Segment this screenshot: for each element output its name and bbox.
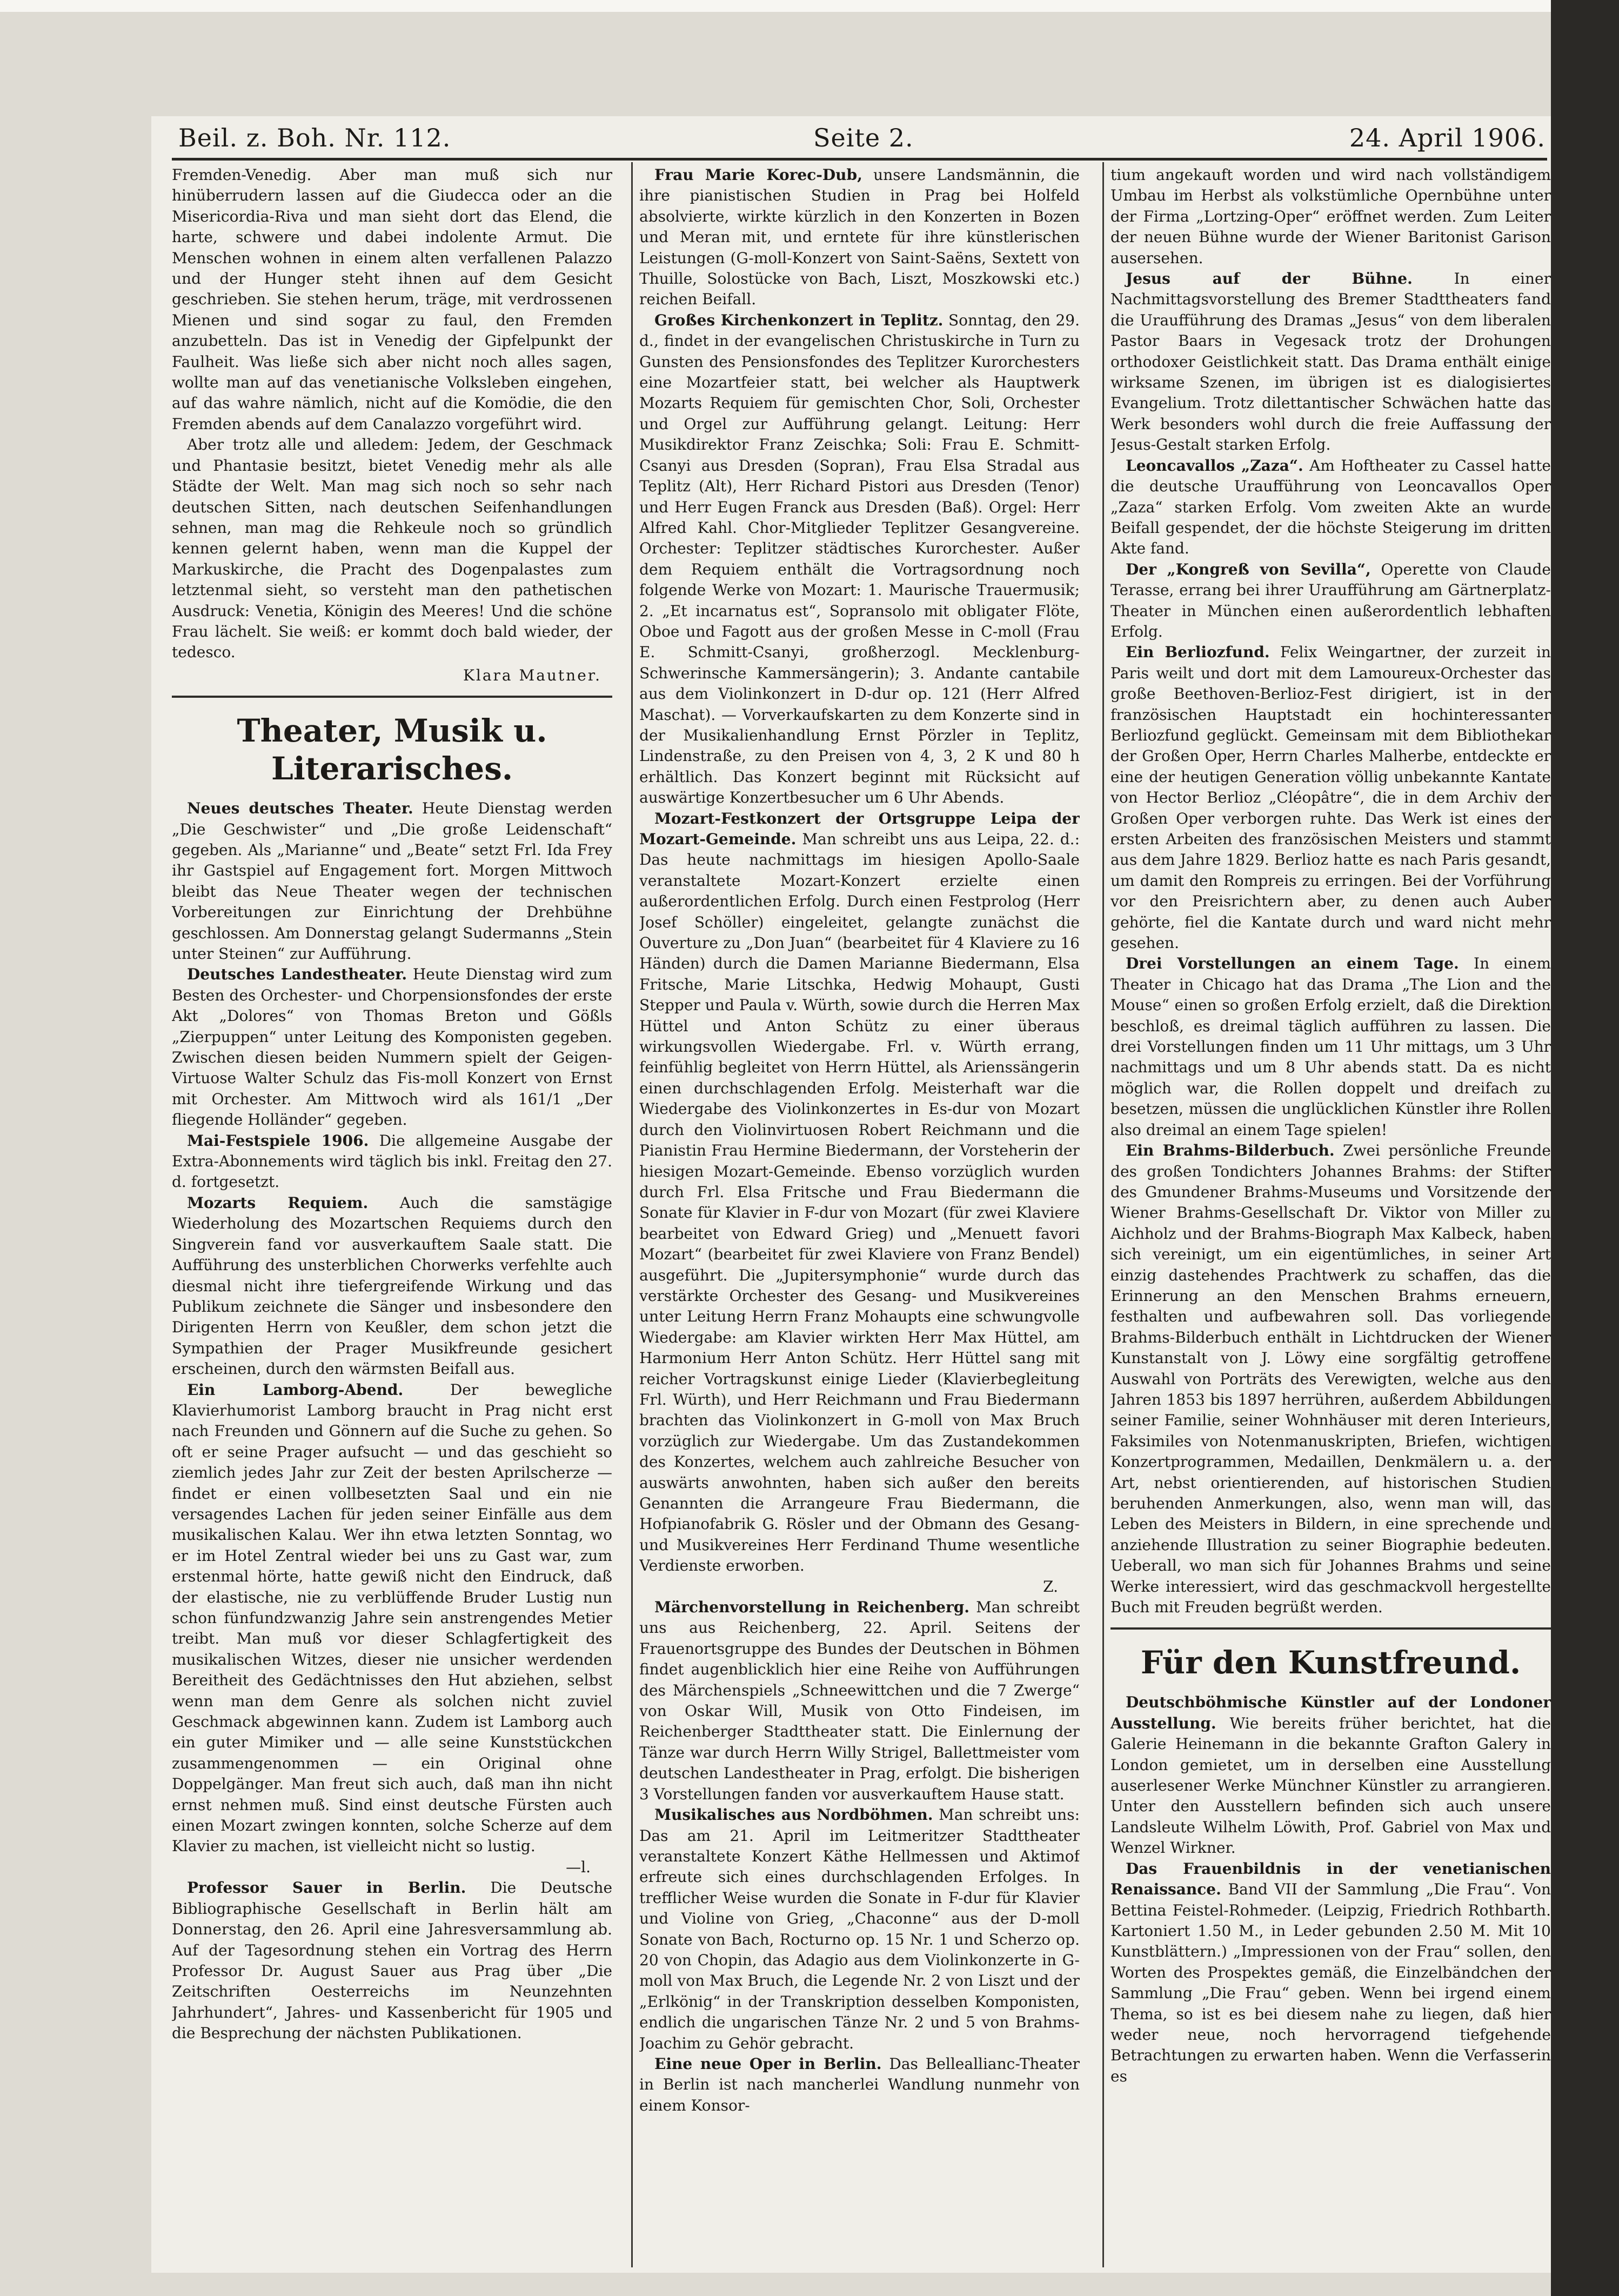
section-rule [1110, 1627, 1551, 1630]
news-item-title: Mozart-Festkonzert der Ortsgruppe Leipa der Mozart-Gemeinde. [639, 809, 1080, 848]
scan-right-edge [1551, 0, 1619, 2296]
news-item-title: Leoncavallos „Zaza“. [1126, 456, 1303, 475]
news-item-body: Operette von Claude Terasse, errang bei ihrer Uraufführung am Gärtnerplatz-Theater in München einen außerordentlich lebhaften Erfolg. [1110, 560, 1551, 640]
news-item-body: Zwei persönliche Freunde des großen Tondichters Johannes Brahms: der Stifter des Gmundener Brahms-Museums und Vorsitzende der Wiener Brahms-Gesellschaft Dr. Viktor von Miller zu Aichholz und der Brahms-Biograph Max Kalbeck, haben sich vereinigt, um ein eigentümliches, in seiner Art einzig dastehendes Prachtwerk zu schaffen, das die Erinnerung an den Menschen Brahms erneuern, festhalten und aufbewahren soll. Das vorliegende Brahms-Bilderbuch enthält in Lichtdrucken der Wiener Kunstanstalt von J. Löwy eine sorgfältig getroffene Auswahl von Porträts des Verewigten, welche aus den Jahren 1853 bis 1897 herrühren, außerdem Abbildungen seiner Familie, seiner Wohnhäuser mit deren Interieurs, Faksimiles von Notenmanuskripten, Briefen, wichtigen Konzertprogrammen, Medaillen, Denkmälern u. a. der Art, nebst orientierenden, auf historischen Studien beruhenden Anmerkungen, also, wenn man will, das Leben des Meisters in Bildern, in eine sprechende und anziehende Illustration zu seiner Biographie bedeuten. Ueberall, wo man sich für Johannes Brahms und seine Werke interessiert, wird das geschmackvoll hergestellte Buch mit Freuden begrüßt werden. [1110, 1142, 1551, 1617]
news-item-body: Band VII der Sammlung „Die Frau“. Von Bettina Feistel-Rohmeder. (Leipzig, Friedrich Rothbarth. Kartoniert 1.50 M., in Leder gebunden 2.50 M. Mit 10 Kunstblättern.) „Impressionen von der Frau“ sollen, den Worten des Prospektes gemäß, die Einzelbändchen der Sammlung „Die Frau“ geben. Wenn bei irgend einem Thema, so ist es bei diesem nahe zu liegen, daß hier weder neue, noch hervorragend tiefgehende Betrachtungen zu erwarten haben. Wenn die Verfasserin es [1110, 1880, 1551, 2085]
news-item-body: Heute Dienstag werden „Die Geschwister“ und „Die große Leidenschaft“ gegeben. Als „Marianne“ und „Beate“ setzt Frl. Ida Frey ihr Gastspiel auf Engagement fort. Morgen Mittwoch bleibt das Neue Theater wegen der technischen Vorbereitungen zur Einrichtung der Drehbühne geschlossen. Am Donnerstag gelangt Sudermanns „Stein unter Steinen“ zur Aufführung. [172, 799, 612, 963]
column-divider [1102, 162, 1104, 2267]
author-signature: Z. [1043, 1577, 1058, 1596]
column-2 [639, 165, 1080, 2267]
news-item-title: Musikalisches aus Nordböhmen. [654, 1806, 933, 1824]
news-item [172, 1131, 612, 1193]
news-item [1110, 559, 1551, 643]
news-item [172, 798, 612, 964]
news-item-body: Man schreibt uns aus Leipa, 22. d.: Das heute nachmittags im hiesigen Apollo-Saale veranstaltete Mozart-Konzert erzielte einen außerordentlichen Erfolg. Durch einen Festprolog (Herr Josef Schöller) eingeleitet, gelangte zunächst die Ouverture zu „Don Juan“ (bearbeitet für 4 Klaviere zu 16 Händen) durch die Damen Marianne Biedermann, Elsa Fritsche, Marie Litschka, Hedwig Mohaupt, Gusti Stepper und Paula v. Würth, sowie durch die Herren Max Hüttel und Anton Schütz zu einer überaus wirkungsvollen Wiedergabe. Frl. v. Würth errang, feinfühlig begleitet von Herrn Hüttel, als Arienssängerin einen durchschlagenden Erfolg. Meisterhaft war die Wiedergabe des Violinkonzertes in Es-dur von Mozart durch den Violinvirtuosen Robert Reichmann und die Pianistin Frau Hermine Biedermann, der Vorsteherin der hiesigen Mozart-Gemeinde. Ebenso vorzüglich wurden durch Frl. Elsa Fritsche und Frau Biedermann die Sonate für Klavier in F-dur von Mozart (für zwei Klaviere bearbeitet von Edward Grieg) und „Menuett favori Mozart“ (bearbeitet für zwei Klaviere von Franz Bendel) ausgeführt. Die „Jupitersymphonie“ wurde durch das verstärkte Orchester des Gesang- und Musikvereines unter Leitung Herrn Franz Mohaupts eine schwungvolle Wiedergabe: am Klavier wirkten Herr Max Hüttel, am Harmonium Herr Anton Schütz. Herr Hüttel sang mit reicher Vortragskunst einige Lieder (Klavierbegleitung Frl. Würth), und Herr Reichmann und Frau Biedermann brachten das Violinkonzert in G-moll von Max Bruch vorzüglich zur Wiedergabe. Um das Zustandekommen des Konzertes, welchem auch zahlreiche Besucher von auswärts anwohnten, haben sich außer den bereits Genannten die Arrangeure Frau Biedermann, die Hofpianofabrik G. Rösler und der Obmann des Gesang- und Musikvereines Herr Ferdinand Thume wesentliche Verdienste erworben. [639, 830, 1080, 1575]
news-item-title: Jesus auf der Bühne. [1126, 270, 1413, 288]
news-item-title: Mai-Festspiele 1906. [187, 1131, 369, 1150]
header-issue: Beil. z. Boh. Nr. 112. [178, 123, 451, 152]
news-item-title: Großes Kirchenkonzert in Teplitz. [654, 311, 944, 329]
news-item [1110, 1140, 1551, 1618]
news-item-title: Märchenvorstellung in Reichenberg. [654, 1598, 970, 1617]
news-item-body: Die Deutsche Bibliographische Gesellschaft in Berlin hält am Donnerstag, den 26. April eine Jahresversammlung ab. Auf der Tagesordnung stehen ein Vortrag des Herrn Professor Dr. August Sauer aus Prag über „Die Zeitschriften Oesterreichs im Neunzehnten Jahrhundert“, Jahres- und Kassenbericht für 1905 und die Besprechung der nächsten Publikationen. [172, 1879, 612, 2043]
scan-top-edge [0, 0, 1619, 12]
author-signature: —l. [566, 1858, 591, 1876]
news-item [639, 809, 1080, 1577]
news-item-title: Frau Marie Korec-Dub, [654, 166, 862, 184]
news-item-body: Am Hoftheater zu Cassel hatte die deutsche Uraufführung von Leoncavallos Oper „Zaza“ starken Erfolg. Vom zweiten Akte an wurde Beifall gespendet, der die höchste Steigerung im dritten Akte fand. [1110, 456, 1551, 558]
column-divider [631, 162, 633, 2267]
news-item [172, 1193, 612, 1380]
news-item-body: Felix Weingartner, der zurzeit in Paris weilt und dort mit dem Lamoureux-Orchester das große Beethoven-Berlioz-Fest dirigiert, ist in der französischen Hauptstadt ein hochinteressanter Berliozfund geglückt. Gemeinsam mit dem Bibliothekar der Großen Oper, Herrn Charles Malherbe, entdeckte er eine der heutigen Generation völlig unbekannte Kantate von Hector Berlioz „Cléopâtre“, die in dem Archiv der Großen Oper verborgen ruhte. Das Werk ist eines der ersten Arbeiten des französischen Meisters und stammt aus dem Jahre 1829. Berlioz hatte es nach Paris gesandt, um damit den Rompreis zu erringen. Bei der Vorführung vor den Preisrichtern aber, zu denen auch Auber gehörte, fiel die Kantate durch und ward nicht mehr gesehen. [1110, 643, 1551, 952]
news-item-title: Ein Brahms-Bilderbuch. [1126, 1142, 1335, 1160]
news-item-title: Deutsches Landestheater. [187, 965, 407, 984]
news-item-title: Professor Sauer in Berlin. [187, 1879, 466, 1897]
news-item [1110, 269, 1551, 456]
article-text: tium angekauft worden und wird nach vollständigem Umbau im Herbst als volkstümliche Opernbühne unter der Firma „Lortzing-Oper“ eröffnet werden. Zum Leiter der neuen Bühne wurde der Wiener Baritonist Garison ausersehen. [1110, 166, 1551, 267]
news-item-body: Auch die samstägige Wiederholung des Mozartschen Requiems durch den Singverein fand vor ausverkauftem Saale statt. Die Aufführung des unsterblichen Chorwerks verfehlte auch diesmal nicht ihre tiefergreifende Wirkung und das Publikum zeichnete die Sänger und insbesondere den Dirigenten Herrn von Keußler, dem schon jetzt die Sympathien der Prager Musikfreunde gesichert erscheinen, durch den wärmsten Beifall aus. [172, 1193, 612, 1378]
news-item-body: In einem Theater in Chicago hat das Drama „The Lion and the Mouse“ einen so großen Erfolg erzielt, daß die Direktion beschloß, es dreimal täglich aufführen zu lassen. Die drei Vorstellungen finden um 11 Uhr mittags, um 3 Uhr nachmittags und um 8 Uhr abends statt. Da es nicht möglich war, die Rollen doppelt und dreifach zu besetzen, müssen die unglücklichen Künstler ihre Rollen also dreimal an einem Tage spielen! [1110, 955, 1551, 1139]
news-item-title: Das Frauenbildnis in der venetianischen Renaissance. [1110, 1859, 1551, 1899]
news-item-body: In einer Nachmittagsvorstellung des Bremer Stadttheaters fand die Uraufführung des Dramas „Jesus“ von dem liberalen Pastor Baars in Vegesack trotz der Drohungen orthodoxer Geistlichkeit statt. Das Drama enthält einige wirksame Szenen, im übrigen ist es dialogisiertes Evangelium. Trotz dilettantischer Schwächen hatte das Werk besonders wohl durch die freie Auffassung der Jesus-Gestalt starken Erfolg. [1110, 270, 1551, 454]
news-item-body: Man schreibt uns aus Reichenberg, 22. April. Seitens der Frauenortsgruppe des Bundes der Deutschen in Böhmen findet augenblicklich hier eine Reihe von Aufführungen des Märchenspiels „Schneewittchen und die 7 Zwerge“ von Oskar Will, Musik von Otto Findeisen, im Reichenberger Stadttheater statt. Die Einlernung der Tänze war durch Herrn Willy Strigel, Ballettmeister vom deutschen Landestheater in Prag, erfolgt. Die bisherigen 3 Vorstellungen fanden vor ausverkauftem Hause statt. [639, 1598, 1080, 1803]
news-item [639, 1597, 1080, 1805]
news-item [1110, 1692, 1551, 1858]
header-page-number: Seite 2. [813, 123, 914, 152]
news-item [172, 1878, 612, 2044]
section-heading: Für den Kunstfreund. [1140, 1644, 1521, 1681]
article-text: Aber trotz alle und alledem: Jedem, der Geschmack und Phantasie besitzt, bietet Venedig mehr als alle Städte der Welt. Man mag sich noch so sehr nach deutschen Sitten, nach deutschen Seifenhandlungen sehnen, man mag die Rehkeule noch so gründlich kennen gelernt haben, wenn man die Kuppel der Markuskirche, die Pracht des Dogenpalastes zum letztenmal sieht, so versteht man den pathetischen Ausdruck: Venetia, Königin des Meeres! Und die schöne Frau lächelt. Sie weiß: er kommt doch bald wieder, der tedesco. [172, 436, 612, 662]
news-item-title: Ein Berliozfund. [1126, 643, 1270, 662]
column-1 [172, 165, 612, 2267]
author-signature: Klara Mautner. [463, 666, 601, 684]
news-item [639, 1805, 1080, 2054]
page-header [178, 123, 1546, 156]
news-item-body: unsere Landsmännin, die ihre pianistischen Studien in Prag bei Holfeld absolvierte, wirkte kürzlich in den Konzerten in Bozen und Meran mit, und erntete für ihre künstlerischen Leistungen (G-moll-Konzert von Saint-Saëns, Sextett von Thuille, Solostücke von Bach, Liszt, Moszkowski etc.) reichen Beifall. [639, 166, 1080, 309]
news-item-title: Mozarts Requiem. [187, 1193, 369, 1212]
news-item [172, 964, 612, 1130]
news-item-body: Die allgemeine Ausgabe der Extra-Abonnements wird täglich bis inkl. Freitag den 27. d. fortgesetzt. [172, 1131, 612, 1191]
news-item-body: Wie bereits früher berichtet, hat die Galerie Heinemann in die bekannte Grafton Galery in London gemietet, um in derselben eine Ausstellung auserlesener Werke Münchner Künstler zu arrangieren. Unter den Ausstellern befinden sich auch unsere Landsleute Wilhelm Löwith, Prof. Gabriel von Max und Wenzel Wirkner. [1110, 1714, 1551, 1857]
column-3 [1110, 165, 1551, 2267]
news-item-body: Sonntag, den 29. d., findet in der evangelischen Christuskirche in Turn zu Gunsten des Pensionsfondes des Teplitzer Kurorchesters eine Mozartfeier statt, bei welcher als Hauptwerk Mozarts Requiem für gemischten Chor, Soli, Orchester und Orgel zur Aufführung gelangt. Leitung: Herr Musikdirektor Franz Zeischka; Soli: Frau E. Schmitt-Csanyi aus Dresden (Sopran), Frau Elsa Stradal aus Teplitz (Alt), Herr Richard Pistori aus Dresden (Tenor) und Herr Eugen Franck aus Dresden (Baß). Orgel: Herr Alfred Kahl. Chor-Mitglieder Teplitzer Gesangvereine. Orchester: Teplitzer städtisches Kurorchester. Außer dem Requiem enthält die Vortragsordnung noch folgende Werke von Mozart: 1. Maurische Trauermusik; 2. „Et incarnatus est“, Sopransolo mit obligater Flöte, Oboe und Fagott aus der großen Messe in C-moll (Frau E. Schmitt-Csanyi, großherzogl. Mecklenburg-Schwerinsche Kammersängerin); 3. Andante cantabile aus dem Violinkonzert in D-dur op. 121 (Herr Alfred Maschat). — Vorverkaufskarten zu dem Konzerte sind in der Musikalienhandlung Ernst Pörzler in Teplitz, Lindenstraße, zu den Preisen von 4, 3, 2 K und 80 h erhältlich. Das Konzert beginnt mit Rücksicht auf auswärtige Konzertbesucher um 6 Uhr Abends. [639, 311, 1080, 807]
news-item [639, 2054, 1080, 2116]
article-text: Fremden-Venedig. Aber man muß sich nur hinüberrudern lassen auf die Giudecca oder an die Misericordia-Riva und man sieht dort das Elend, die harte, schwere und dabei indolente Armut. Die Menschen wohnen in einem alten verfallenen Palazzo und der Hunger steht ihnen auf dem Gesicht geschrieben. Sie stehen herum, träge, mit verdrossenen Mienen und sind sogar zu faul, den Fremden anzubetteln. Das ist in Venedig der Gipfelpunkt der Faulheit. Was ließe sich aber nicht noch alles sagen, wollte man auf das venetianische Volksleben eingehen, auf das wahre nämlich, nicht auf die Komödie, die den Fremden abends auf dem Canalazzo vorgeführt wird. [172, 166, 612, 433]
news-item-body: Man schreibt uns: Das am 21. April im Leitmeritzer Stadttheater veranstaltete Konzert Käthe Hellmessen und Aktimof erfreute sich eines durchschlagenden Erfolges. In trefflicher Weise wurden die Sonate in F-dur für Klavier und Violine von Grieg, „Chaconne“ aus der D-moll Sonate von Bach, Rocturno op. 15 Nr. 1 und Scherzo op. 20 von Chopin, das Adagio aus dem Violinkonzerte in G-moll von Max Bruch, die Legende Nr. 2 von Liszt und der „Erlkönig“ in der Transkription desselben Komponisten, endlich die ungarischen Tänze Nr. 2 und 5 von Brahms-Joachim zu Gehör gebracht. [639, 1806, 1080, 2052]
news-item-title: Ein Lamborg-Abend. [187, 1380, 404, 1399]
news-item [1110, 456, 1551, 559]
news-item [1110, 642, 1551, 953]
header-date: 24. April 1906. [1349, 123, 1546, 152]
section-rule [172, 696, 612, 698]
news-item [1110, 953, 1551, 1140]
news-item-title: Eine neue Oper in Berlin. [654, 2054, 882, 2073]
news-item-title: Drei Vorstellungen an einem Tage. [1126, 955, 1459, 973]
news-item-title: Deutschböhmische Künstler auf der Londoner Ausstellung. [1110, 1693, 1551, 1732]
news-item-body: Heute Dienstag wird zum Besten des Orchester- und Chorpensionsfondes der erste Akt „Dolores“ von Thomas Breton und Gößls „Zierpuppen“ unter Leitung des Komponisten gegeben. Zwischen diesen beiden Nummern spielt der Geigen-Virtuose Walter Schulz das Fis-moll Konzert von Ernst mit Orchester. Am Mittwoch wird als 161/1 „Der fliegende Holländer“ gegeben. [172, 965, 612, 1129]
news-item [639, 310, 1080, 809]
news-item-body: Das Belleallianc-Theater in Berlin ist nach mancherlei Wandlung nunmehr von einem Konsor- [639, 2054, 1080, 2114]
news-item [639, 165, 1080, 310]
news-item-body: Der bewegliche Klavierhumorist Lamborg braucht in Prag nicht erst nach Freunden und Gönnern auf die Suche zu gehen. So oft er seine Prager aufsucht — und das geschieht so ziemlich jedes Jahr zur Zeit der besten Aprilscherze — findet er einen vollbesetzten Saal und ein nie versagendes Lachen für jeden seiner Einfälle aus dem musikalischen Kalau. Wer ihn etwa letzten Sonntag, wo er im Hotel Zentral wieder bei uns zu Gast war, zum erstenmal hörte, hatte gewiß nicht den Eindruck, daß der elastische, nie zu verblüffende Bruder Lustig nun schon fünfundzwanzig Jahre sein anstrengendes Metier treibt. Man muß vor dieser Schlagfertigkeit des musikalischen Witzes, dieser nie unsicher werdenden Bereitheit des Gedächtnisses den Hut abziehen, selbst wenn man dem Genre als solchen nicht zuviel Geschmack abgewinnen kann. Zudem ist Lamborg auch ein guter Mimiker und — alle seine Kunststückchen zusammengenommen — ein Original ohne Doppelgänger. Man freut sich auch, daß man ihn nicht ernst nehmen muß. Sind einst deutsche Fürsten auch einen Mozart zwingen konnten, solche Scherze auf dem Klavier zu machen, ist vielleicht nicht so lustig. [172, 1380, 612, 1856]
news-item [1110, 1859, 1551, 2087]
section-heading: Theater, Musik u. Literarisches. [237, 712, 547, 787]
news-item [172, 1380, 612, 1857]
news-item-title: Neues deutsches Theater. [187, 799, 413, 818]
header-rule [172, 158, 1547, 161]
news-item-title: Der „Kongreß von Sevilla“, [1126, 560, 1371, 578]
